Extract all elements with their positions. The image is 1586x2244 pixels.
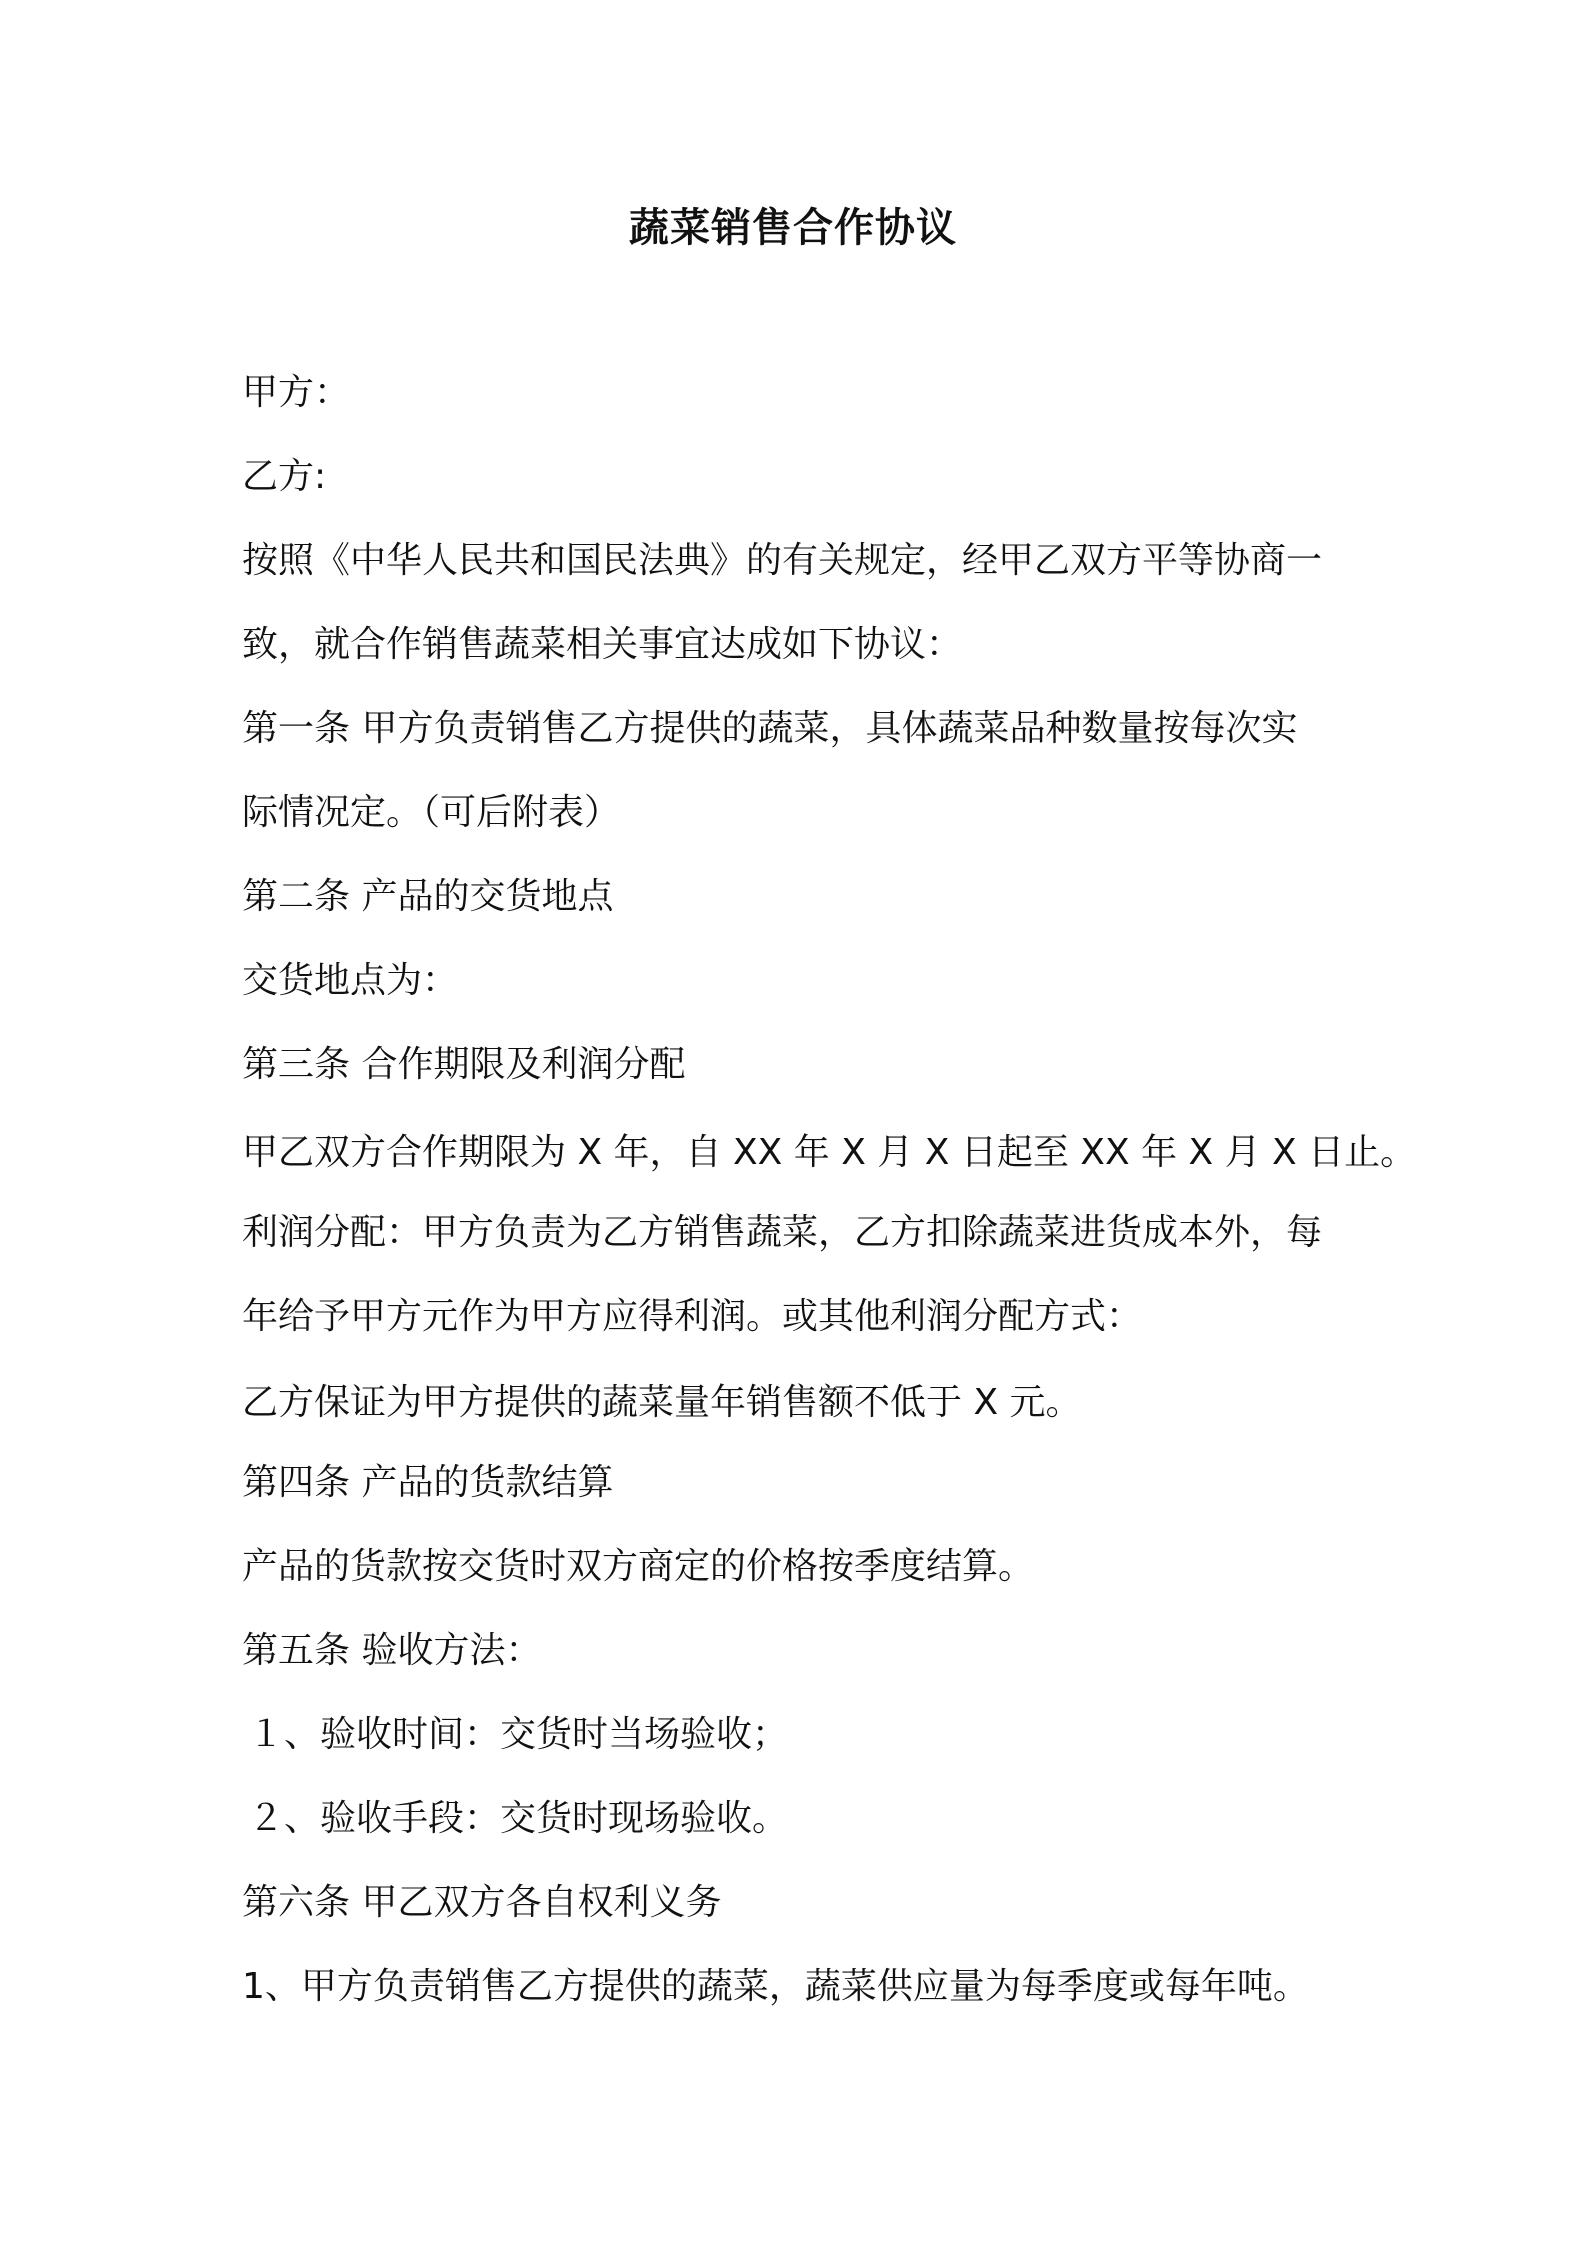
article-6-heading: 第六条 甲乙双方各自权利义务 — [242, 1882, 722, 1923]
preamble-line-1: 按照《中华人民共和国民法典》的有关规定，经甲乙双方平等协商一 — [242, 540, 1323, 581]
profit-line-1: 利润分配：甲方负责为乙方销售蔬菜，乙方扣除蔬菜进货成本外，每 — [242, 1212, 1323, 1253]
acceptance-method-line: ２、验收手段：交货时现场验收。 — [248, 1798, 789, 1839]
settlement-line: 产品的货款按交货时双方商定的价格按季度结算。 — [242, 1546, 1035, 1587]
profit-line-2: 年给予甲方元作为甲方应得利润。或其他利润分配方式： — [242, 1296, 1143, 1337]
party-a-line: 甲方： — [242, 372, 351, 413]
party-b-line: 乙方: — [242, 456, 327, 497]
cooperation-term-line: 甲乙双方合作期限为 X 年，自 XX 年 X 月 X 日起至 XX 年 X 月 X 日止。 — [242, 1132, 1417, 1173]
article-2-heading: 第二条 产品的交货地点 — [242, 876, 614, 917]
article-4-heading: 第四条 产品的货款结算 — [242, 1462, 614, 1503]
document-title: 蔬菜销售合作协议 — [629, 205, 957, 251]
article-5-heading: 第五条 验收方法： — [242, 1630, 542, 1671]
guarantee-line: 乙方保证为甲方提供的蔬菜量年销售额不低于 X 元。 — [242, 1382, 1082, 1423]
acceptance-time-line: １、验收时间：交货时当场验收； — [248, 1714, 789, 1755]
preamble-line-2: 致，就合作销售蔬菜相关事宜达成如下协议： — [242, 624, 963, 665]
article-1-line-1: 第一条 甲方负责销售乙方提供的蔬菜，具体蔬菜品种数量按每次实 — [242, 708, 1298, 749]
obligation-1-line: 1、甲方负责销售乙方提供的蔬菜，蔬菜供应量为每季度或每年吨。 — [242, 1966, 1309, 2007]
article-1-line-2: 际情况定。（可后附表） — [242, 792, 621, 833]
delivery-location-line: 交货地点为： — [242, 960, 459, 1001]
article-3-heading: 第三条 合作期限及利润分配 — [242, 1044, 686, 1085]
